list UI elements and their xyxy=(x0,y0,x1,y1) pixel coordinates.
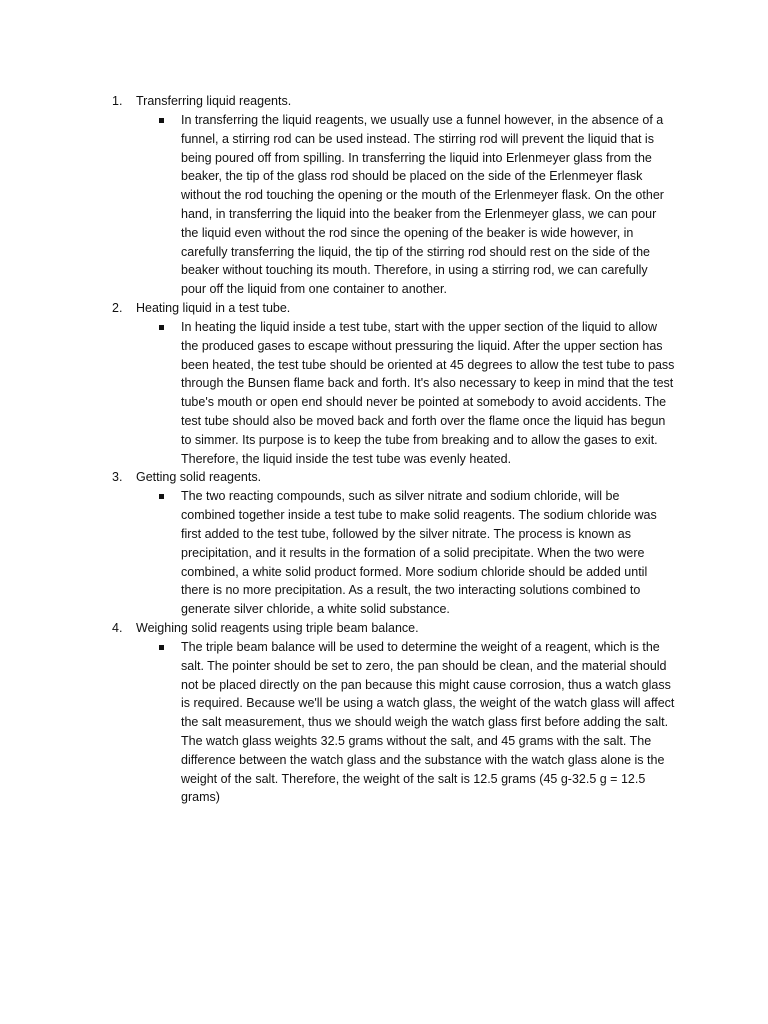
square-bullet-icon xyxy=(159,645,164,650)
square-bullet-icon xyxy=(159,325,164,330)
square-bullet-icon xyxy=(159,118,164,123)
bullet-paragraph: In transferring the liquid reagents, we usually use a funnel however, in the absence of a funnel, a stirring rod can be used instead. The stirring rod will prevent the liquid that is being poured off from spilling. In transferring the liquid into Erlenmeyer glass from the beaker, the tip of the glass rod should be placed on the side of the Erlenmeyer flask without the rod touching the opening or the mouth of the Erlenmeyer flask. On the other hand, in transferring the liquid into the beaker from the Erlenmeyer glass, we can pour the liquid even without the rod since the opening of the beaker is wide however, in carefully transferring the liquid, the tip of the stirring rod should rest on the side of the beaker without touching its mouth. Therefore, in using a stirring rod, we can carefully pour off the liquid from one container to another. xyxy=(181,113,664,297)
list-item-number: 3. xyxy=(112,470,123,485)
bullet-item xyxy=(0,318,676,468)
list-item-heading xyxy=(0,299,768,318)
list-item-heading xyxy=(0,468,768,487)
list-item-title: Getting solid reagents. xyxy=(136,470,262,485)
bullet-paragraph: The two reacting compounds, such as silver nitrate and sodium chloride, will be combined together inside a test tube to make solid reagents. The sodium chloride was first added to the test tube, followed by the silver nitrate. The process is known as precipitation, and it results in the formation of a solid precipitate. When the two were combined, a white solid product formed. More sodium chloride should be added until there is no more precipitation. As a result, the two interacting solutions combined to generate silver chloride, a white solid substance. xyxy=(181,489,657,617)
list-item-title: Heating liquid in a test tube. xyxy=(136,300,291,315)
list-item-title: Weighing solid reagents using triple beam balance. xyxy=(136,620,419,635)
bullet-item xyxy=(0,487,676,619)
bullet-item xyxy=(0,111,676,299)
list-item-number: 4. xyxy=(112,620,123,635)
list-item-transferring-liquid xyxy=(0,92,768,299)
square-bullet-icon xyxy=(159,494,164,499)
list-item-heating-liquid xyxy=(0,299,768,468)
list-item-number: 1. xyxy=(112,94,123,108)
numbered-list xyxy=(0,92,768,807)
list-item-heading xyxy=(0,92,768,111)
list-item-heading xyxy=(0,619,768,638)
list-item-title: Transferring liquid reagents. xyxy=(136,94,292,108)
list-item-number: 2. xyxy=(112,300,123,315)
bullet-paragraph: In heating the liquid inside a test tube, start with the upper section of the liquid to allow the produced gases to escape without pressuring the liquid. After the upper section has been heated, the test tube should be oriented at 45 degrees to allow the test tube to pass through the Bunsen flame back and forth. It's also necessary to keep in mind that the test tube's mouth or open end should never be pointed at somebody to avoid accidents. The test tube should also be moved back and forth over the flame once the liquid has begun to simmer. Its purpose is to keep the tube from breaking and to allow the gases to exit. Therefore, the liquid inside the test tube was evenly heated. xyxy=(181,319,675,466)
list-item-getting-solid xyxy=(0,468,768,619)
list-item-weighing-solid xyxy=(0,619,768,807)
bullet-paragraph: The triple beam balance will be used to determine the weight of a reagent, which is the salt. The pointer should be set to zero, the pan should be clean, and the material should not be placed directly on the pan because this might cause corrosion, thus a watch glass is required. Because we'll be using a watch glass, the weight of the watch glass will affect the salt measurement, thus we should weigh the watch glass first before adding the salt. The watch glass weights 32.5 grams without the salt, and 45 grams with the salt. The difference between the watch glass and the substance with the watch glass alone is the weight of the salt. Therefore, the weight of the salt is 12.5 grams (45 g-32.5 g = 12.5 grams) xyxy=(181,639,675,805)
bullet-item xyxy=(0,638,676,807)
